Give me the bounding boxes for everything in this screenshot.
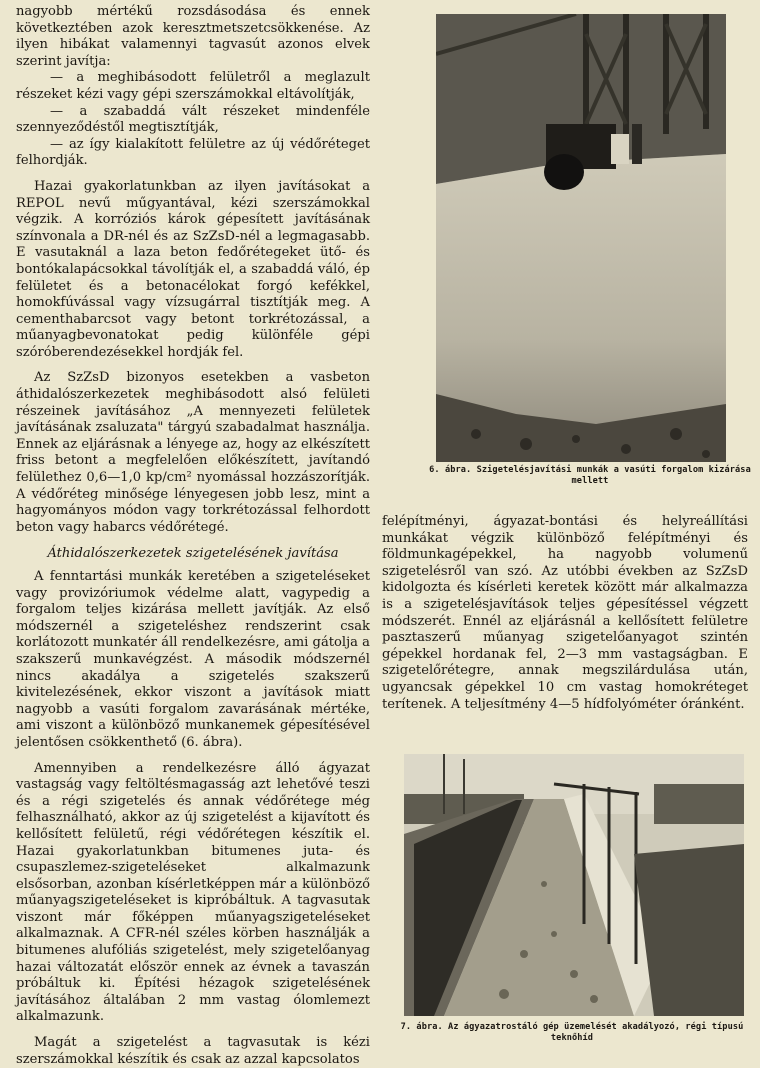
bridge-work-photo: [436, 14, 726, 462]
figure-6-caption: 6. ábra. Szigetelésjavítási munkák a vasúti forgalom kizárása mellett: [429, 465, 751, 486]
list-item: — a szabaddá vált részeket mindenféle szennyeződéstől megtisztítják,: [16, 103, 370, 136]
figure-7-caption: 7. ábra. Az ágyazatrostáló gép üzemelését akadályozó, régi típusú teknőhíd: [400, 1022, 744, 1043]
paragraph-spacer: [16, 752, 370, 761]
paragraph: Magát a szigetelést a tagvasutak is kézi szerszámokkal készítik és csak az azzal kapcsolatos: [16, 1035, 370, 1067]
right-column: [382, 514, 748, 713]
list-item: — a meghibásodott felületről a meglazult részeket kézi vagy gépi szerszámokkal eltávolítják,: [16, 70, 370, 102]
figure-6-photo: [436, 14, 726, 462]
paragraph: nagyobb mértékű rozsdásodása és ennek következtében azok keresztmetszetcsökkenése. Az ilyen hibákat valamennyi tagvasút azonos elvek szerint javítja:: [16, 4, 370, 69]
paragraph-spacer: [16, 170, 370, 179]
paragraph: Hazai gyakorlatunkban az ilyen javításokat a REPOL nevű műgyantával, kézi szerszámokkal végzik. A korróziós károk gépesített javításának színvonala a DR-nél és az SzZsD-nél a legmagasabb. E vasutaknál a laza beton fedőrétegeket ütő- és bontókalapácsokkal távolítják el, a szabaddá váló, ép felületet és a betonacélokat forgó kefékkel, homokfúvással vagy vízsugárral tisztítják meg. A cementhabarcsot vagy betont torkrétozással, a műanyagbevonatokat pedig különféle gépi szóróberendezésekkel hordják fel.: [16, 178, 370, 360]
paragraph: A fenntartási munkák keretében a szigeteléseket vagy provizóriumok védelme alatt, vagypedig a forgalom teljes kizárása mellett javítják. Az első módszernél a szigeteléshez rendszerint csak korlátozott munkatér áll rendelkezésre, ami gátolja a szakszerű munkavégzést. A második módszernél nincs akadálya a szigetelés szakszerű kivitelezésének, ekkor viszont a javítások miatt nagyobb a vasúti forgalom zavarásának mértéke, ami viszont a különböző munkanemek gépesítésével jelentősen csökkenthető (6. ábra).: [16, 569, 370, 750]
section-heading: Áthidalószerkezetek szigetelésének javítása: [47, 546, 339, 562]
paragraph-spacer: [16, 1026, 370, 1035]
trough-bridge-photo: [404, 754, 744, 1016]
paragraph: felépítményi, ágyazat-bontási és helyreállítási munkákat végzik különböző felépítményi és földmunkagépekkel, ha nagyobb volumenű szigetelésről van szó. Az utóbbi években az SzZsD kidolgozta és kísérleti keretek között már alkalmazza is a szigetelésjavítások teljes gépesítéssel végzett módszerét. Ennél az eljárásnál a kellősített felületre pasztaszerű műanyag szigetelőanyagot szintén gépekkel hordanak fel, 2—3 mm vastagságban. E szigetelőrétegre, annak megszilárdulása után, ugyancsak gépekkel 10 cm vastag homokréteget terítenek. A teljesítmény 4—5 hídfolyóméter óránként.: [382, 514, 748, 712]
paragraph: Az SzZsD bizonyos esetekben a vasbeton áthidalószerkezetek meghibásodott alsó felületi részeinek javításához „A mennyezeti felületek javításának zsaluzata" tárgyú szabadalmat használja. Ennek az eljárásnak a lényege az, hogy az elkészített friss betont a megfelelően előkészített, javítandó felülethez 0,6—1,0 kp/cm² nyomással hozzászorítják. A védőréteg minősége lényegesen jobb lesz, mint a hagyományos módon vagy torkrétozással felhordott beton vagy habarcs védőrétegé.: [16, 370, 370, 535]
figure-7-photo: [404, 754, 744, 1016]
paragraph: Amennyiben a rendelkezésre álló ágyazat vastagság vagy feltöltésmagasság azt lehetővé teszi és a régi szigetelés és annak védőrétege még felhasználható, akkor az új szigetelést a kijavított és kellősített felületű, régi védőrétegen készítik el. Hazai gyakorlatunkban bitumenes juta- és csupaszlemez-szigeteléseket alkalmazunk elsősorban, azonban kísérletképpen már a különböző műanyagszigeteléseket is kipróbáltuk. A tagvasutak viszont már főképpen műanyagszigeteléseket alkalmaznak. A CFR-nél széles körben használják a bitumenes alufóliás szigetelést, mely szigetelőanyag hazai változatát először ennek az évnek a tavaszán próbáltuk ki. Építési hézagok szigetelésének javításához általában 2 mm vastag ólomlemezt alkalmazunk.: [16, 760, 370, 1025]
paragraph-spacer: [16, 361, 370, 370]
list-item: — az így kialakított felületre az új védőréteget felhordják.: [16, 136, 370, 169]
left-column: [16, 4, 370, 1068]
